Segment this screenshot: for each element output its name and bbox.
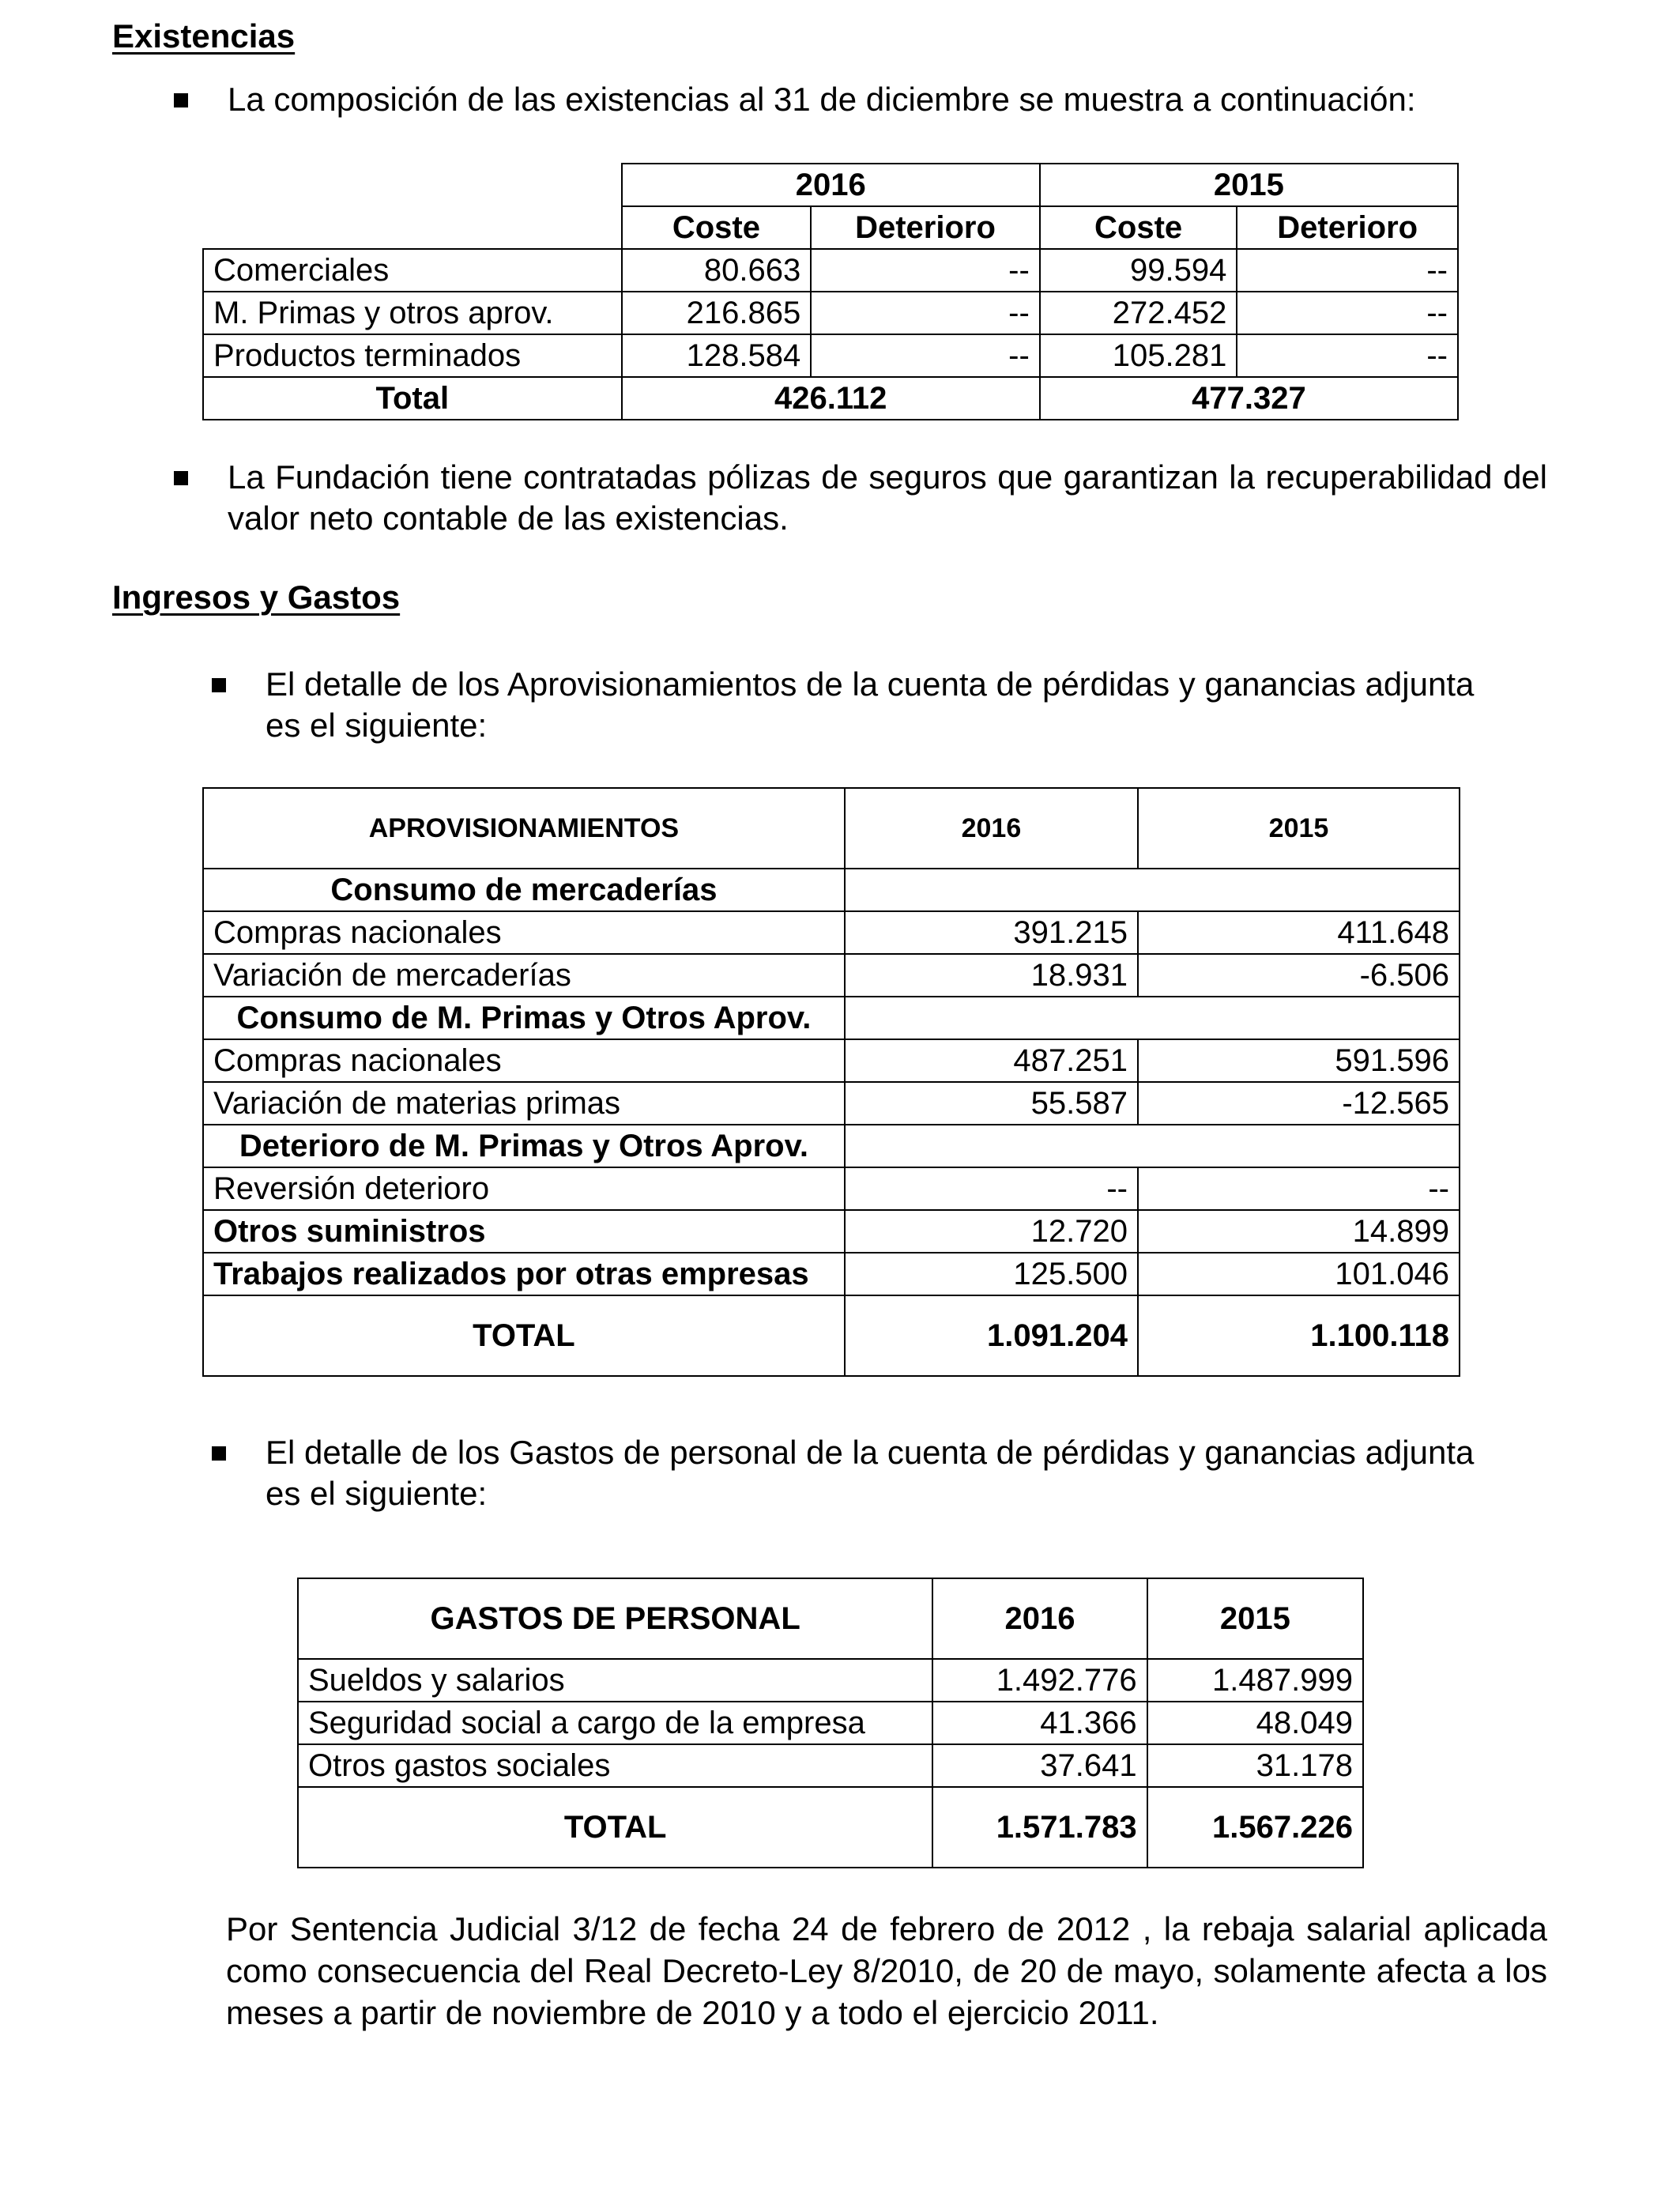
header-aprovisionamientos: APROVISIONAMIENTOS — [203, 788, 845, 869]
cell-value: 1.492.776 — [932, 1659, 1147, 1702]
table-row — [203, 954, 1460, 997]
cell-value: -- — [1237, 249, 1458, 292]
row-label: M. Primas y otros aprov. — [203, 292, 622, 334]
row-label: Compras nacionales — [203, 911, 845, 954]
subheader-deterioro: Deterioro — [1237, 206, 1458, 249]
cell-value: 14.899 — [1138, 1210, 1460, 1253]
total-2016: 426.112 — [622, 377, 1040, 420]
table-row — [203, 249, 1458, 292]
bullet-aprov-intro — [212, 664, 1476, 746]
bullet-existencias-intro — [174, 79, 1565, 120]
cell-value: 216.865 — [622, 292, 812, 334]
total-label: TOTAL — [203, 1295, 845, 1376]
square-bullet-icon — [174, 471, 188, 485]
subheader-coste: Coste — [622, 206, 812, 249]
total-row — [298, 1787, 1363, 1868]
row-label: Variación de materias primas — [203, 1082, 845, 1125]
section-row — [203, 869, 1460, 911]
cell-value: -- — [1237, 292, 1458, 334]
cell-value: 55.587 — [845, 1082, 1138, 1125]
table-row — [298, 1744, 1363, 1787]
header-2016: 2016 — [845, 788, 1138, 869]
table-corner-empty — [203, 206, 622, 249]
header-2016: 2016 — [932, 1578, 1147, 1659]
total-label: TOTAL — [298, 1787, 932, 1868]
cell-value: -- — [845, 1167, 1138, 1210]
sentencia-paragraph: Por Sentencia Judicial 3/12 de fecha 24 de febrero de 2012 , la rebaja salarial aplicada como consecuencia del Real Decreto-Ley 8/2010, de 20 de mayo, solamente afecta a los meses a partir de noviembre de 2010 y a todo el ejercicio 2011. — [226, 1910, 1547, 2031]
header-2015: 2015 — [1147, 1578, 1363, 1659]
year-header-2016: 2016 — [622, 164, 1040, 206]
total-row — [203, 377, 1458, 420]
cell-value: -12.565 — [1138, 1082, 1460, 1125]
table-row — [203, 292, 1458, 334]
cell-value: 99.594 — [1040, 249, 1237, 292]
table-row — [203, 911, 1460, 954]
subheader-deterioro: Deterioro — [811, 206, 1040, 249]
header-2015: 2015 — [1138, 788, 1460, 869]
section-label: Consumo de M. Primas y Otros Aprov. — [203, 997, 845, 1039]
cell-value: -- — [1138, 1167, 1460, 1210]
existencias-intro-text: La composición de las existencias al 31 de diciembre se muestra a continuación: — [228, 81, 1416, 118]
row-label: Productos terminados — [203, 334, 622, 377]
gastos-personal-table — [297, 1578, 1364, 1868]
total-2015: 1.100.118 — [1138, 1295, 1460, 1376]
cell-value: -6.506 — [1138, 954, 1460, 997]
total-row — [203, 1295, 1460, 1376]
heading-ingresos-gastos: Ingresos y Gastos — [112, 579, 401, 616]
cell-value: 101.046 — [1138, 1253, 1460, 1295]
square-bullet-icon — [212, 1446, 226, 1461]
cell-value: -- — [811, 334, 1040, 377]
cell-value: 591.596 — [1138, 1039, 1460, 1082]
cell-value: -- — [1237, 334, 1458, 377]
bullet-existencias-note — [174, 457, 1547, 539]
table-row — [203, 1082, 1460, 1125]
cell-value: 31.178 — [1147, 1744, 1363, 1787]
cell-empty — [845, 869, 1460, 911]
year-header-2015: 2015 — [1040, 164, 1458, 206]
bullet-personal-intro — [212, 1432, 1476, 1514]
cell-value: 18.931 — [845, 954, 1138, 997]
row-label: Otros gastos sociales — [298, 1744, 932, 1787]
row-label: Variación de mercaderías — [203, 954, 845, 997]
aprovisionamientos-table — [202, 787, 1460, 1377]
row-label: Reversión deterioro — [203, 1167, 845, 1210]
square-bullet-icon — [174, 93, 188, 107]
total-2016: 1.571.783 — [932, 1787, 1147, 1868]
total-2016: 1.091.204 — [845, 1295, 1138, 1376]
total-label: Total — [203, 377, 622, 420]
aprov-intro-text: El detalle de los Aprovisionamientos de la cuenta de pérdidas y ganancias adjunta es el siguiente: — [266, 665, 1475, 744]
cell-value: 391.215 — [845, 911, 1138, 954]
cell-value: 125.500 — [845, 1253, 1138, 1295]
cell-value: 487.251 — [845, 1039, 1138, 1082]
row-label: Seguridad social a cargo de la empresa — [298, 1702, 932, 1744]
total-2015: 477.327 — [1040, 377, 1458, 420]
square-bullet-icon — [212, 678, 226, 692]
table-row — [298, 1702, 1363, 1744]
table-row — [203, 1039, 1460, 1082]
row-label: Compras nacionales — [203, 1039, 845, 1082]
row-label: Trabajos realizados por otras empresas — [203, 1253, 845, 1295]
header-row — [203, 788, 1460, 869]
header-gastos-personal: GASTOS DE PERSONAL — [298, 1578, 932, 1659]
row-label: Sueldos y salarios — [298, 1659, 932, 1702]
cell-value: 12.720 — [845, 1210, 1138, 1253]
cell-value: 272.452 — [1040, 292, 1237, 334]
subheader-coste: Coste — [1040, 206, 1237, 249]
table-row — [203, 1167, 1460, 1210]
cell-empty — [845, 997, 1460, 1039]
section-label: Consumo de mercaderías — [203, 869, 845, 911]
existencias-note-text: La Fundación tiene contratadas pólizas de seguros que garantizan la recuperabilidad del valor neto contable de las existencias. — [228, 458, 1547, 537]
table-row — [203, 1210, 1460, 1253]
header-row — [298, 1578, 1363, 1659]
table-corner-empty — [203, 164, 622, 206]
cell-value: 37.641 — [932, 1744, 1147, 1787]
cell-value: 48.049 — [1147, 1702, 1363, 1744]
cell-value: 41.366 — [932, 1702, 1147, 1744]
row-label: Comerciales — [203, 249, 622, 292]
table-row — [298, 1659, 1363, 1702]
table-row — [203, 1253, 1460, 1295]
cell-value: 411.648 — [1138, 911, 1460, 954]
cell-empty — [845, 1125, 1460, 1167]
row-label: Otros suministros — [203, 1210, 845, 1253]
cell-value: 80.663 — [622, 249, 812, 292]
section-row — [203, 997, 1460, 1039]
heading-existencias: Existencias — [112, 17, 296, 55]
personal-intro-text: El detalle de los Gastos de personal de la cuenta de pérdidas y ganancias adjunta es el siguiente: — [266, 1434, 1475, 1512]
section-row — [203, 1125, 1460, 1167]
cell-value: -- — [811, 249, 1040, 292]
cell-value: -- — [811, 292, 1040, 334]
cell-value: 128.584 — [622, 334, 812, 377]
total-2015: 1.567.226 — [1147, 1787, 1363, 1868]
cell-value: 1.487.999 — [1147, 1659, 1363, 1702]
section-label: Deterioro de M. Primas y Otros Aprov. — [203, 1125, 845, 1167]
table-row — [203, 334, 1458, 377]
existencias-table — [202, 163, 1459, 420]
cell-value: 105.281 — [1040, 334, 1237, 377]
